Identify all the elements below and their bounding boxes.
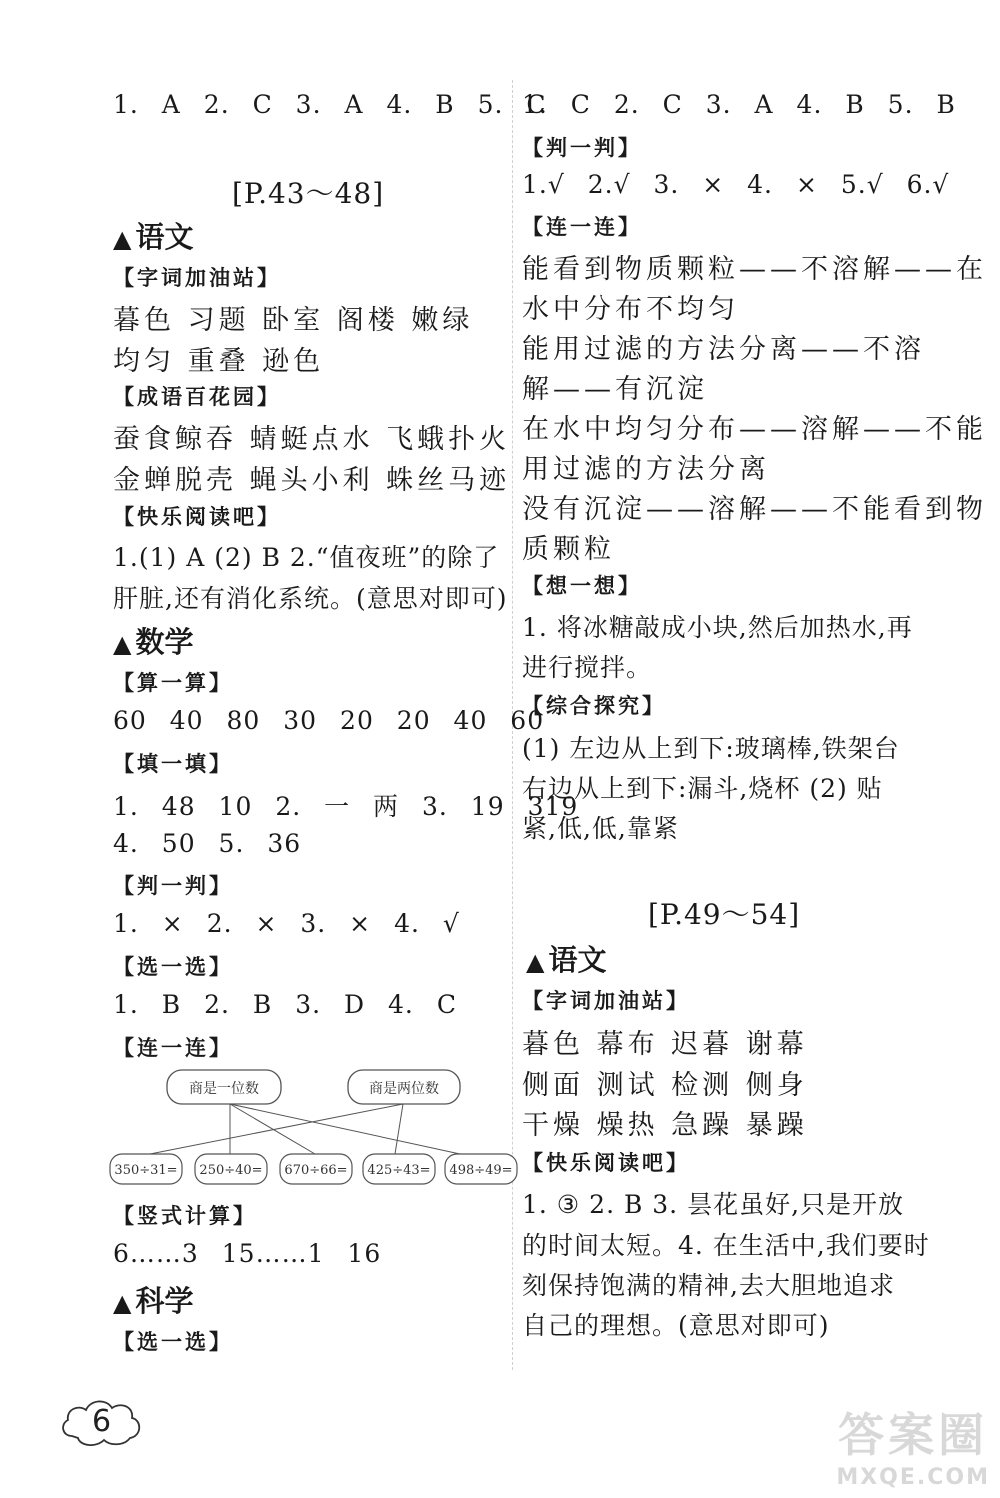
left-page-range-heading: [P.43～48] — [232, 177, 385, 210]
word-station-line-2: 均匀 重叠 逊色 — [113, 346, 325, 377]
math-section-title: ▲ 数学 — [113, 625, 194, 659]
think-line-1: 1. 将冰糖敲成小块,然后加热水,再 — [522, 613, 913, 642]
category-label-single-digit: 商是一位数 — [189, 1081, 259, 1097]
right-judge-heading: 【判一判】 — [522, 136, 642, 160]
explore-line-2: 右边从上到下:漏斗,烧杯 (2) 贴 — [522, 774, 883, 803]
right-reading-line-3: 刻保持饱满的精神,去大胆地追求 — [522, 1271, 895, 1300]
right-page-range-heading: [P.49～54] — [648, 898, 801, 931]
idiom-line-1: 蚕食鲸吞 蜻蜓点水 飞蛾扑火 — [113, 424, 511, 455]
right-connect-line-5: 在水中均匀分布——溶解——不能 — [522, 414, 987, 445]
right-connect-line-4: 解——有沉淀 — [522, 374, 708, 405]
word-station-line-1: 暮色 习题 卧室 阁楼 嫩绿 — [113, 305, 474, 336]
explore-line-1: (1) 左边从上到下:玻璃棒,铁架台 — [522, 734, 900, 763]
expression-label: 350÷31= — [114, 1163, 178, 1178]
right-reading-line-4: 自己的理想。(意思对即可) — [522, 1311, 830, 1340]
watermark — [836, 1399, 990, 1490]
idiom-garden-heading: 【成语百花园】 — [113, 385, 281, 409]
vertical-calc-heading: 【竖式计算】 — [113, 1204, 257, 1228]
expression-label: 498÷49= — [449, 1163, 513, 1178]
right-connect-line-2: 水中分布不均匀 — [522, 294, 739, 325]
matching-diagram — [105, 1062, 525, 1192]
right-reading-heading: 【快乐阅读吧】 — [522, 1151, 690, 1175]
word-station-heading: 【字词加油站】 — [113, 266, 281, 290]
page-number-badge — [58, 1392, 144, 1456]
right-judge-line: 1.√ 2.√ 3. × 4. × 5.√ 6.√ — [522, 170, 950, 199]
choose-line: 1. B 2. B 3. D 4. C — [113, 990, 457, 1019]
explore-heading: 【综合探究】 — [522, 694, 666, 718]
connector-line — [230, 1104, 460, 1154]
left-top-answers: 1. A 2. C 3. A 4. B 5. C — [113, 90, 547, 119]
triangle-icon: ▲ — [113, 630, 132, 658]
reading-line-2: 肝脏,还有消化系统。(意思对即可) — [113, 584, 508, 613]
connector-line — [395, 1104, 403, 1154]
connector-line — [230, 1104, 315, 1154]
triangle-icon: ▲ — [113, 1289, 132, 1317]
right-word-line-1: 暮色 幕布 迟暮 谢幕 — [522, 1029, 808, 1060]
think-line-2: 进行搅拌。 — [522, 653, 653, 682]
expression-label: 425÷43= — [367, 1163, 431, 1178]
right-word-line-2: 侧面 测试 检测 侧身 — [522, 1070, 808, 1101]
right-top-answers: 1. C 2. C 3. A 4. B 5. B — [522, 90, 956, 119]
calc-line: 60 40 80 30 20 20 40 60 — [113, 706, 545, 735]
right-reading-line-1: 1. ③ 2. B 3. 昙花虽好,只是开放 — [522, 1190, 905, 1219]
right-word-line-3: 干燥 燥热 急躁 暴躁 — [522, 1110, 808, 1141]
explore-line-3: 紧,低,低,靠紧 — [522, 814, 679, 843]
category-label-double-digit: 商是两位数 — [369, 1081, 439, 1097]
expression-label: 250÷40= — [199, 1163, 263, 1178]
right-word-station-heading: 【字词加油站】 — [522, 989, 690, 1013]
right-connect-line-8: 质颗粒 — [522, 534, 615, 565]
idiom-line-2: 金蝉脱壳 蝇头小利 蛛丝马迹 — [113, 465, 511, 496]
fill-line-1: 1. 48 10 2. 一 两 3. 19 319 — [113, 792, 579, 821]
triangle-icon: ▲ — [113, 225, 132, 253]
think-heading: 【想一想】 — [522, 574, 642, 598]
right-connect-line-6: 用过滤的方法分离 — [522, 454, 770, 485]
right-connect-heading: 【连一连】 — [522, 215, 642, 239]
choose-heading: 【选一选】 — [113, 955, 233, 979]
chinese-section-title: ▲ 语文 — [113, 220, 194, 254]
calc-heading: 【算一算】 — [113, 671, 233, 695]
right-connect-line-3: 能用过滤的方法分离——不溶 — [522, 334, 925, 365]
right-reading-line-2: 的时间太短。4. 在生活中,我们要时 — [522, 1231, 930, 1260]
right-connect-line-7: 没有沉淀——溶解——不能看到物 — [522, 494, 987, 525]
watermark-logo-text: 答案圈 — [838, 1408, 989, 1462]
reading-heading: 【快乐阅读吧】 — [113, 505, 281, 529]
fill-line-2: 4. 50 5. 36 — [113, 829, 302, 858]
reading-line-1: 1.(1) A (2) B 2.“值夜班”的除了 — [113, 543, 500, 572]
connector-line — [150, 1104, 403, 1154]
judge-line: 1. × 2. × 3. × 4. √ — [113, 909, 460, 938]
triangle-icon: ▲ — [526, 948, 545, 976]
right-chinese-section-title: ▲ 语文 — [526, 943, 607, 977]
page-number: 6 — [92, 1404, 112, 1439]
connect-heading: 【连一连】 — [113, 1036, 233, 1060]
judge-heading: 【判一判】 — [113, 874, 233, 898]
right-connect-line-1: 能看到物质颗粒——不溶解——在 — [522, 254, 987, 285]
science-choose-heading: 【选一选】 — [113, 1330, 233, 1354]
science-section-title: ▲ 科学 — [113, 1284, 194, 1318]
fill-heading: 【填一填】 — [113, 752, 233, 776]
watermark-url-text: MXQE.COM — [836, 1465, 990, 1490]
vertical-calc-line: 6……3 15……1 16 — [113, 1239, 382, 1268]
expression-label: 670÷66= — [284, 1163, 348, 1178]
